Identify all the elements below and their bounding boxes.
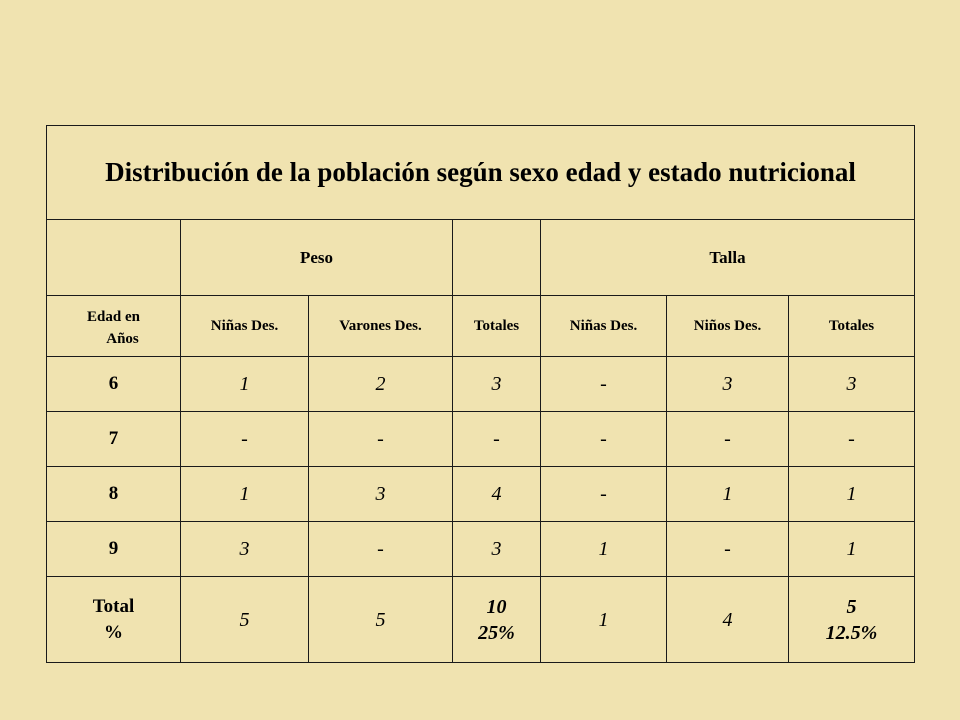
- header-talla-ninos: Niños Des.: [667, 296, 789, 357]
- header-peso-varones: Varones Des.: [309, 296, 453, 357]
- header-peso-ninas: Niñas Des.: [181, 296, 309, 357]
- header-talla-ninas: Niñas Des.: [541, 296, 667, 357]
- total-talla-totales-value: 5: [846, 595, 857, 618]
- total-row: [47, 577, 915, 663]
- row-age: 9: [47, 522, 181, 577]
- row-age: 8: [47, 467, 181, 522]
- cell-peso-totales: 4: [453, 467, 541, 522]
- table-row: [47, 357, 915, 412]
- cell-talla-totales: -: [789, 412, 915, 467]
- cell-peso-varones: -: [309, 412, 453, 467]
- header-peso-totales: Totales: [453, 296, 541, 357]
- total-label: [47, 577, 181, 663]
- total-label-line2: %: [104, 621, 123, 643]
- cell-peso-ninas: 1: [181, 467, 309, 522]
- total-talla-ninos: 4: [667, 577, 789, 663]
- cell-peso-ninas: 3: [181, 522, 309, 577]
- row-age: 7: [47, 412, 181, 467]
- nutrition-table: [46, 125, 915, 663]
- total-peso-ninas: 5: [181, 577, 309, 663]
- cell-talla-ninos: 3: [667, 357, 789, 412]
- group-empty-totales: [453, 220, 541, 296]
- cell-talla-ninas: -: [541, 467, 667, 522]
- total-peso-varones: 5: [309, 577, 453, 663]
- cell-talla-ninos: -: [667, 412, 789, 467]
- cell-talla-ninas: -: [541, 357, 667, 412]
- cell-peso-totales: 3: [453, 357, 541, 412]
- header-age-line1: Edad en: [87, 309, 140, 325]
- cell-peso-ninas: -: [181, 412, 309, 467]
- cell-talla-ninos: 1: [667, 467, 789, 522]
- total-talla-totales-pct: 12.5%: [825, 621, 878, 644]
- cell-peso-varones: -: [309, 522, 453, 577]
- total-peso-totales-pct: 25%: [478, 621, 515, 644]
- cell-talla-totales: 1: [789, 467, 915, 522]
- header-age: [47, 296, 181, 357]
- table-row: [47, 467, 915, 522]
- table-row: [47, 522, 915, 577]
- cell-peso-ninas: 1: [181, 357, 309, 412]
- table-row: [47, 412, 915, 467]
- total-label-line1: Total: [92, 595, 135, 617]
- cell-peso-varones: 3: [309, 467, 453, 522]
- cell-talla-totales: 1: [789, 522, 915, 577]
- total-talla-totales: [789, 577, 915, 663]
- total-peso-totales-value: 10: [486, 595, 507, 618]
- cell-peso-totales: 3: [453, 522, 541, 577]
- cell-talla-ninas: -: [541, 412, 667, 467]
- cell-talla-ninas: 1: [541, 522, 667, 577]
- table-title: Distribución de la población según sexo edad y estado nutricional: [47, 126, 915, 220]
- group-empty-age: [47, 220, 181, 296]
- group-peso: Peso: [181, 220, 453, 296]
- row-age: 6: [47, 357, 181, 412]
- header-talla-totales: Totales: [789, 296, 915, 357]
- total-peso-totales: [453, 577, 541, 663]
- group-talla: Talla: [541, 220, 915, 296]
- cell-talla-ninos: -: [667, 522, 789, 577]
- total-talla-ninas: 1: [541, 577, 667, 663]
- cell-peso-totales: -: [453, 412, 541, 467]
- cell-peso-varones: 2: [309, 357, 453, 412]
- cell-talla-totales: 3: [789, 357, 915, 412]
- header-age-line2: Años: [106, 331, 139, 347]
